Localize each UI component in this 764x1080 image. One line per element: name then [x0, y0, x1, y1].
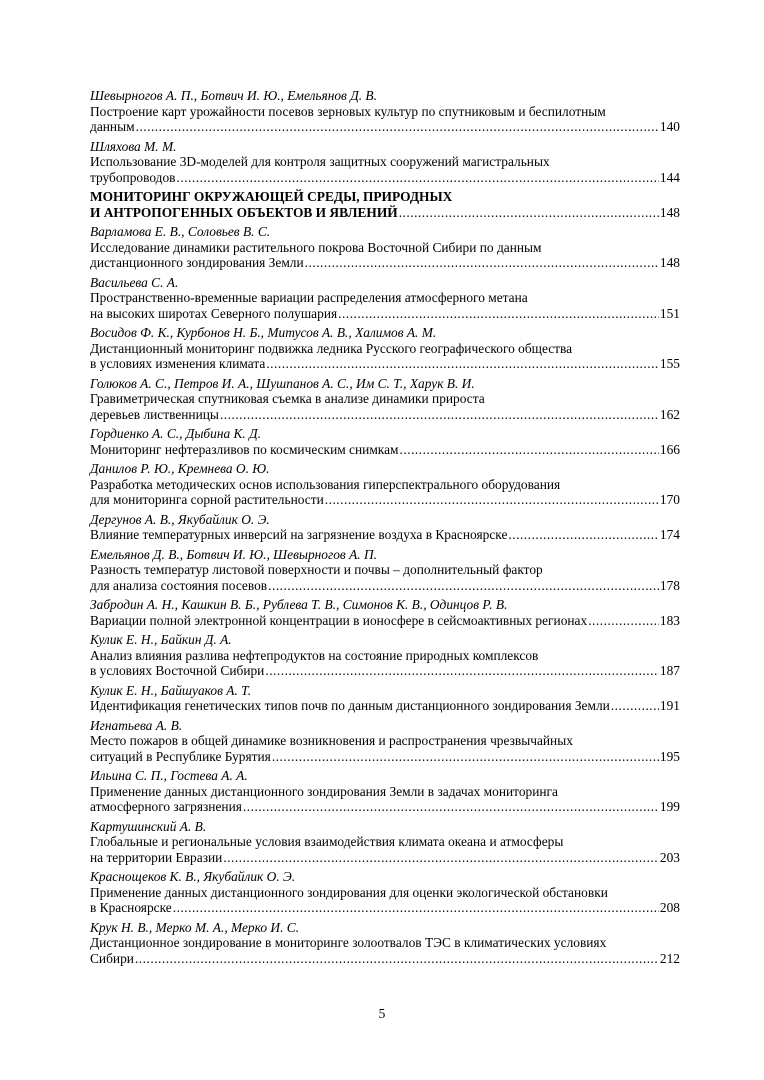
leader-dots	[400, 442, 659, 458]
page-number: 5	[378, 1006, 386, 1021]
entry-authors: Игнатьева А. В.	[90, 717, 183, 733]
entry-authors: Восидов Ф. К., Курбонов Н. Б., Митусов А. В., Халимов А. М.	[90, 325, 437, 340]
entry-authors: Гордиенко А. С., Дыбина К. Д.	[90, 426, 261, 441]
toc-section-heading[interactable]	[90, 189, 680, 220]
entry-page-number: 183	[659, 612, 680, 628]
leader-dots	[177, 170, 659, 186]
entry-authors: Кулик Е. Н., Байкин Д. А.	[90, 632, 232, 647]
entry-title-last-line: данным	[90, 119, 135, 134]
entry-title-line: Место пожаров в общей динамике возникновения и распространения чрезвычайных	[90, 733, 573, 748]
entry-title-last-line: трубопроводов	[90, 169, 176, 185]
leader-dots	[268, 578, 659, 594]
entry-authors: Забродин А. Н., Кашкин В. Б., Рублева Т. В., Симонов К. В., Одинцов Р. В.	[90, 597, 508, 612]
toc-entry[interactable]	[90, 869, 680, 916]
entry-page-number: 166	[659, 441, 680, 457]
entry-title-line: Пространственно-временные вариации распределения атмосферного метана	[90, 290, 528, 305]
entry-page-number: 191	[659, 698, 680, 713]
entry-title-line: Глобальные и региональные условия взаимодействия климата океана и атмосферы	[90, 834, 564, 849]
entry-page-number: 170	[659, 492, 680, 507]
entry-authors: Картушинский А. В.	[90, 818, 207, 834]
toc-entry[interactable]	[90, 88, 680, 135]
leader-dots	[173, 900, 659, 916]
toc-entry[interactable]	[90, 275, 680, 322]
leader-dots	[243, 799, 659, 815]
leader-dots	[611, 698, 659, 714]
leader-dots	[135, 951, 659, 967]
entry-title-last-line: в условиях изменения климата	[90, 356, 266, 371]
entry-page-number: 174	[659, 527, 680, 542]
toc-entry[interactable]	[90, 139, 680, 186]
entry-page-number: 199	[659, 799, 680, 814]
entry-page-number: 148	[659, 255, 680, 270]
entry-authors: Ильина С. П., Гостева А. А.	[90, 768, 248, 783]
entry-title-line: Разработка методических основ использования гиперспектрального оборудования	[90, 476, 561, 492]
toc-entry[interactable]	[90, 718, 680, 765]
entry-page-number: 140	[659, 119, 680, 134]
leader-dots	[325, 492, 659, 508]
entry-title-line: Разность температур листовой поверхности и почвы – дополнительный фактор	[90, 562, 543, 577]
entry-authors: Голюков А. С., Петров И. А., Шушпанов А. С., Им С. Т., Харук В. И.	[90, 375, 475, 391]
entry-title-last-line: дистанционного зондирования Земли	[90, 255, 304, 270]
entry-title-last-line: Вариации полной электронной концентрации в ионосфере в сейсмоактивных регионах	[90, 612, 588, 628]
section-page-number: 148	[659, 204, 680, 220]
entry-title-last-line: в условиях Восточной Сибири	[90, 663, 265, 678]
entry-title-last-line: деревьев лиственницы	[90, 406, 219, 422]
leader-dots	[272, 749, 659, 765]
entry-authors: Шляхова М. М.	[90, 138, 177, 154]
toc-entry[interactable]	[90, 325, 680, 372]
entry-title-last-line: на высоких широтах Северного полушария	[90, 305, 338, 321]
entry-title-line: Применение данных дистанционного зондирования для оценки экологической обстановки	[90, 884, 608, 900]
entry-page-number: 212	[659, 950, 680, 966]
entry-authors: Дергунов А. В., Якубайлик О. Э.	[90, 511, 270, 527]
toc-entry[interactable]	[90, 632, 680, 679]
entry-authors: Крук Н. В., Мерко М. А., Мерко И. С.	[90, 919, 300, 935]
table-of-contents	[90, 88, 680, 970]
toc-entry[interactable]	[90, 512, 680, 543]
entry-page-number: 151	[659, 305, 680, 321]
toc-entry[interactable]	[90, 461, 680, 508]
toc-entry[interactable]	[90, 547, 680, 594]
entry-authors: Шевырногов А. П., Ботвич И. Ю., Емельянов Д. В.	[90, 88, 377, 103]
entry-title-line: Гравиметрическая спутниковая съемка в анализе динамики прироста	[90, 391, 485, 406]
entry-title-last-line: на территории Евразии	[90, 849, 223, 865]
entry-title-line: Дистанционный мониторинг подвижка ледника Русского географического общества	[90, 340, 573, 356]
entry-title-line: Исследование динамики растительного покрова Восточной Сибири по данным	[90, 239, 542, 255]
leader-dots	[305, 255, 659, 271]
entry-page-number: 162	[659, 406, 680, 422]
leader-dots	[588, 613, 659, 629]
toc-entry[interactable]	[90, 224, 680, 271]
entry-title-last-line: для анализа состояния посевов	[90, 577, 268, 593]
leader-dots	[220, 407, 659, 423]
toc-entry[interactable]	[90, 920, 680, 967]
entry-title-last-line: Влияние температурных инверсий на загрязнение воздуха в Красноярске	[90, 527, 508, 542]
entry-authors: Варламова Е. В., Соловьев В. С.	[90, 224, 271, 239]
entry-page-number: 144	[659, 169, 680, 185]
entry-page-number: 203	[659, 849, 680, 865]
entry-title-line: Дистанционное зондирование в мониторинге золоотвалов ТЭС в климатических условиях	[90, 935, 607, 950]
entry-authors: Кулик Е. Н., Байшуаков А. Т.	[90, 682, 252, 698]
entry-title-last-line: атмосферного загрязнения	[90, 799, 242, 814]
toc-entry[interactable]	[90, 376, 680, 423]
entry-title-line: Использование 3D-моделей для контроля защитных сооружений магистральных	[90, 154, 550, 169]
entry-title-last-line: Мониторинг нефтеразливов по космическим снимкам	[90, 441, 399, 457]
entry-page-number: 187	[659, 663, 680, 678]
leader-dots	[399, 205, 659, 221]
entry-title-last-line: ситуаций в Республике Бурятия	[90, 748, 271, 764]
entry-title-line: Построение карт урожайности посевов зерновых культур по спутниковым и беспилотным	[90, 103, 606, 119]
entry-page-number: 155	[659, 356, 680, 371]
leader-dots	[223, 850, 659, 866]
entry-title-line: Анализ влияния разлива нефтепродуктов на состояние природных комплексов	[90, 647, 539, 663]
toc-entry[interactable]	[90, 819, 680, 866]
section-title-last-line: И АНТРОПОГЕННЫХ ОБЪЕКТОВ И ЯВЛЕНИЙ	[90, 204, 398, 220]
entry-page-number: 195	[659, 748, 680, 764]
entry-authors: Краснощеков К. В., Якубайлик О. Э.	[90, 869, 296, 884]
entry-title-last-line: Сибири	[90, 950, 134, 966]
entry-authors: Васильева С. А.	[90, 274, 179, 290]
leader-dots	[266, 356, 659, 372]
toc-entry[interactable]	[90, 768, 680, 815]
section-title-line: МОНИТОРИНГ ОКРУЖАЮЩЕЙ СРЕДЫ, ПРИРОДНЫХ	[90, 189, 453, 204]
entry-title-last-line: Идентификация генетических типов почв по данным дистанционного зондирования Земли	[90, 698, 610, 713]
entry-authors: Данилов Р. Ю., Кремнева О. Ю.	[90, 461, 270, 476]
toc-entry[interactable]	[90, 683, 680, 714]
leader-dots	[508, 527, 659, 543]
entry-title-last-line: для мониторинга сорной растительности	[90, 492, 324, 507]
entry-title-line: Применение данных дистанционного зондирования Земли в задачах мониторинга	[90, 783, 558, 799]
toc-entry[interactable]	[90, 597, 680, 628]
toc-entry[interactable]	[90, 426, 680, 457]
entry-page-number: 178	[659, 577, 680, 593]
entry-title-last-line: в Красноярске	[90, 900, 172, 915]
leader-dots	[265, 663, 659, 679]
entry-authors: Емельянов Д. В., Ботвич И. Ю., Шевырногов А. П.	[90, 546, 377, 562]
leader-dots	[136, 119, 659, 135]
entry-page-number: 208	[659, 900, 680, 915]
leader-dots	[338, 306, 659, 322]
